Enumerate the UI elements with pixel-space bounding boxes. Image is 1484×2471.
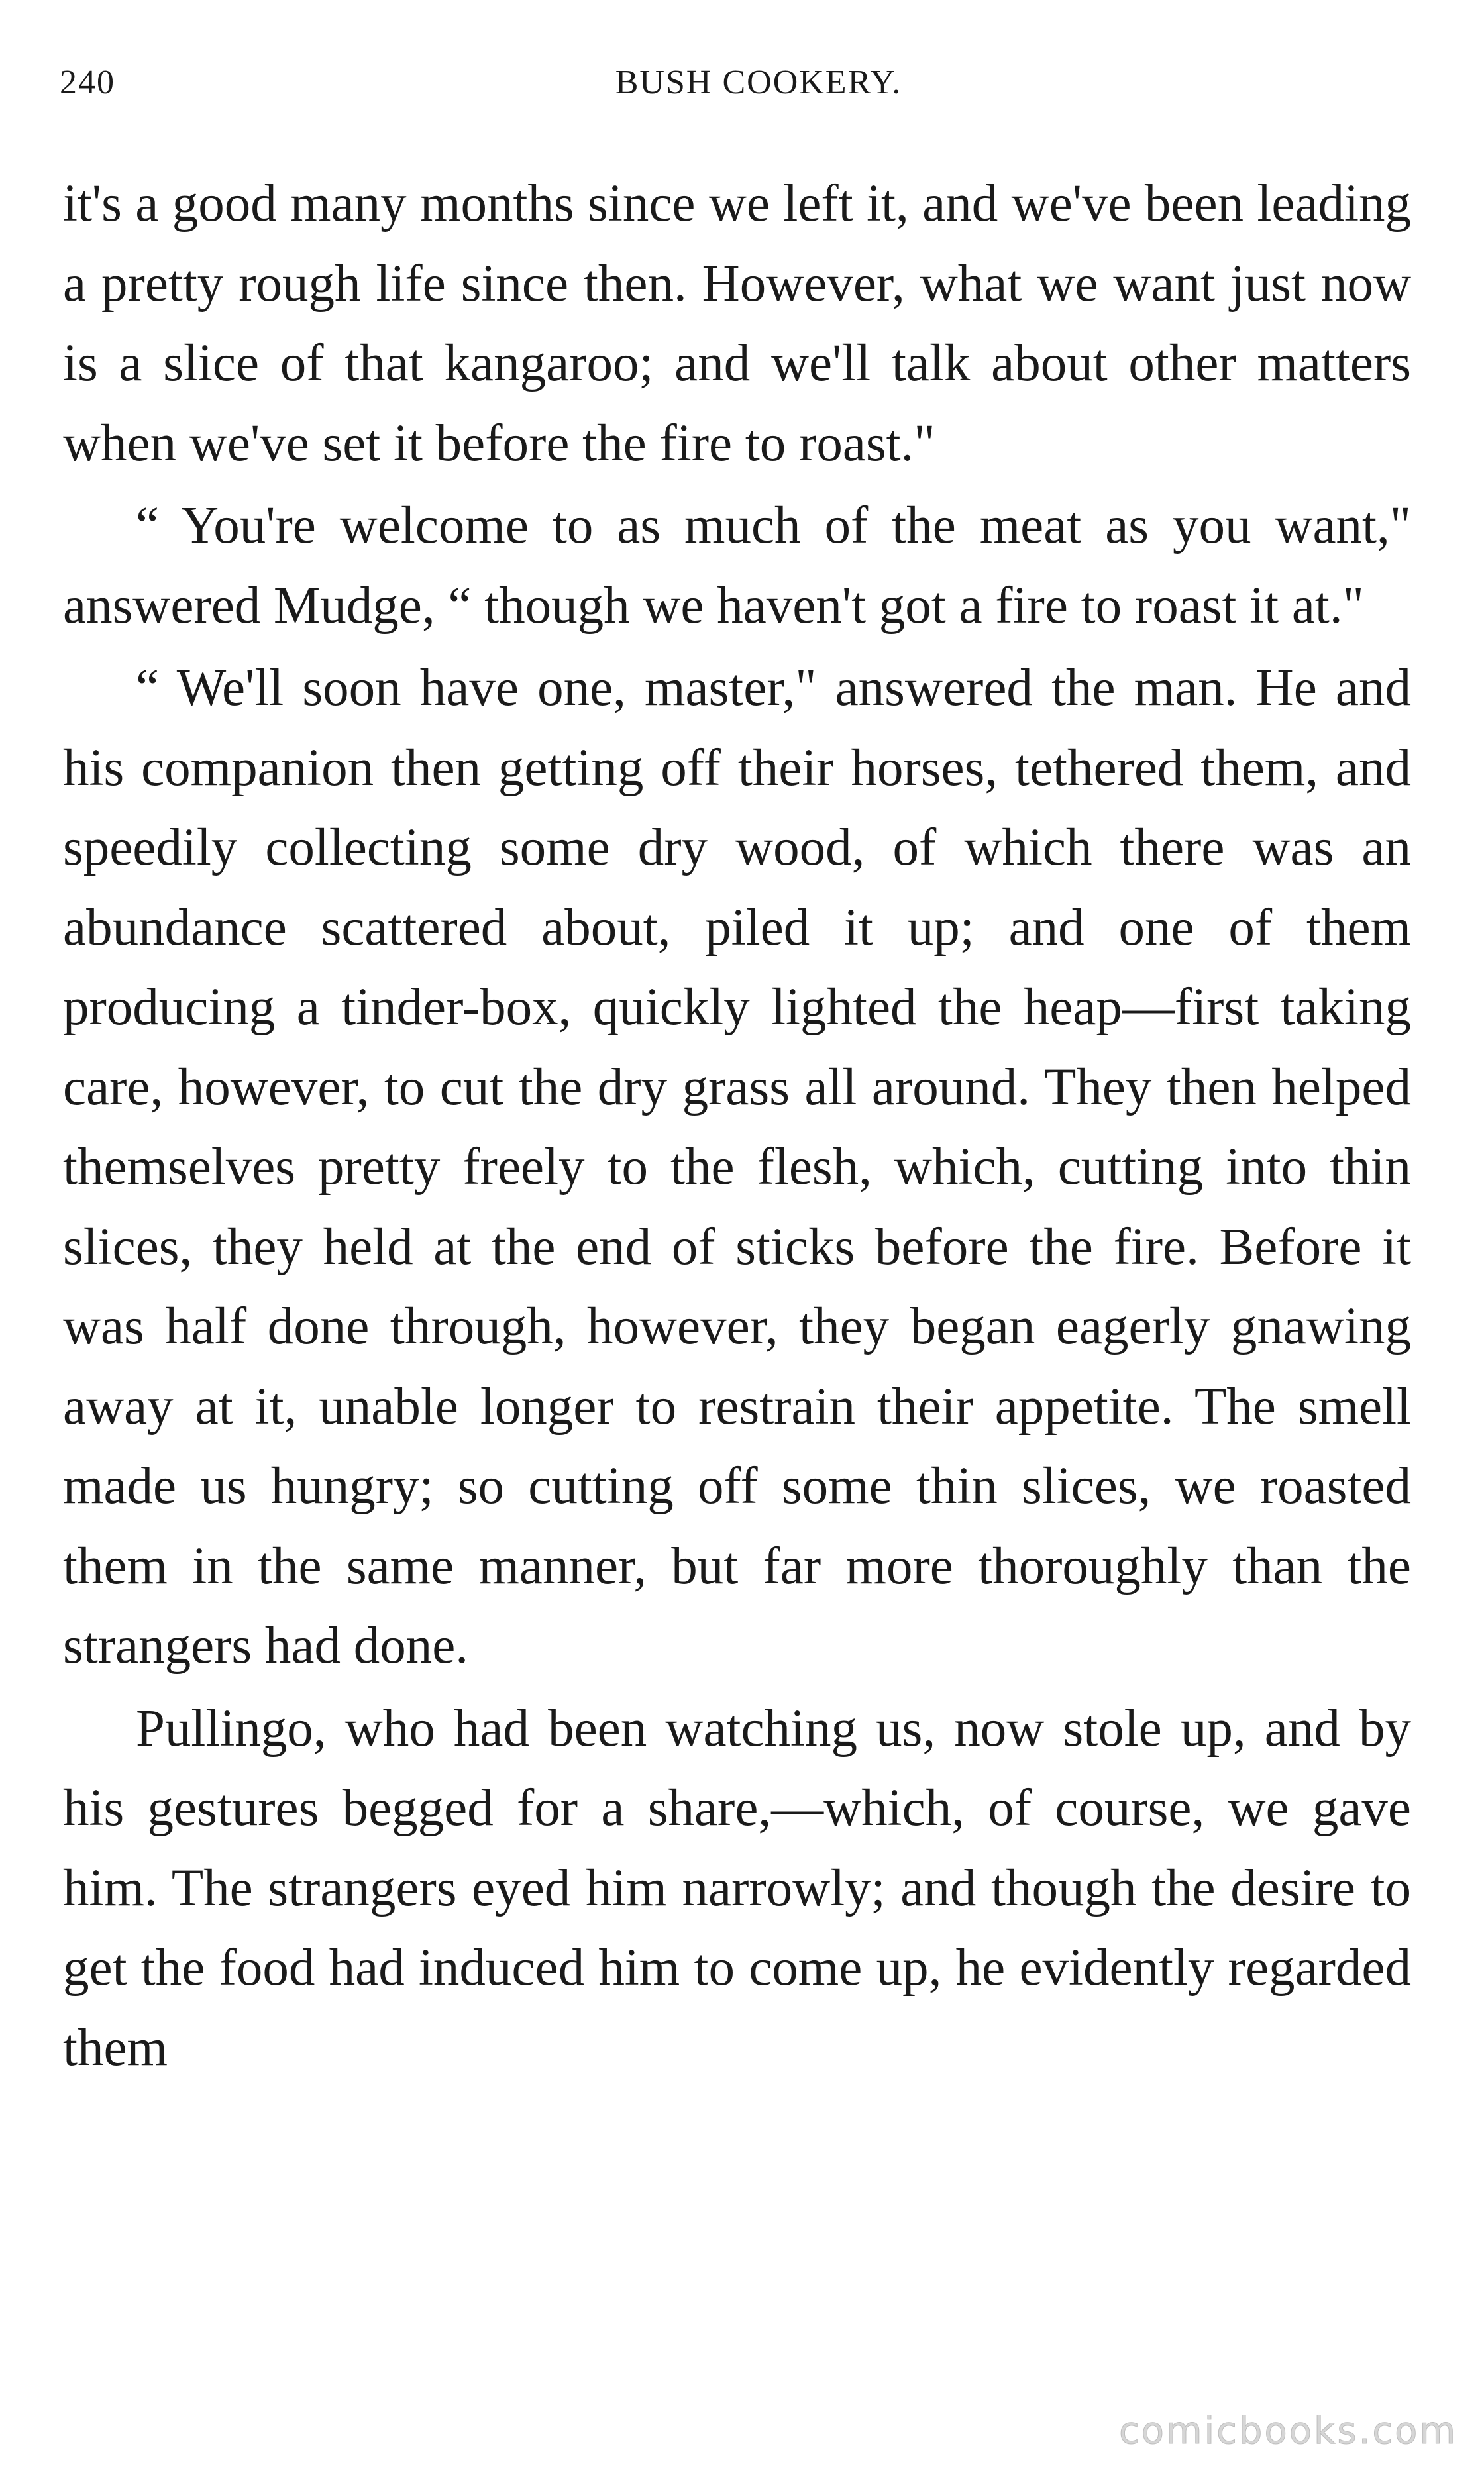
paragraph: Pullingo, who had been watching us, now stole up, and by his gestures begged for a share,—which, of course, we gave him. The strangers eyed him narrowly; and though the desire to get the food had induced him to come up, he evidently regarded them — [63, 1699, 1411, 2077]
paragraph-continuation: it's a good many months since we left it, and we've been leading a pretty rough life since then. However, what we want just now is a slice of that kangaroo; and we'll talk about other matters when we've set it before the fire to roast." — [63, 175, 1411, 472]
page-number: 240 — [60, 64, 115, 101]
body-text — [63, 164, 1411, 2088]
paragraph: “ You're welcome to as much of the meat as you want," answered Mudge, “ though we haven't got a fire to roast it at." — [63, 497, 1411, 635]
watermark: comicbooks.com — [1118, 2409, 1458, 2452]
running-head — [60, 63, 1418, 116]
running-title: BUSH COOKERY. — [615, 64, 902, 101]
paragraph: “ We'll soon have one, master," answered the man. He and his companion then getting off their horses, tethered them, and speedily collecting some dry wood, of which there was an abundance scattered about, piled it up; and one of them producing a tinder-box, quickly lighted the heap—first taking care, however, to cut the dry grass all around. They then helped themselves pretty freely to the flesh, which, cutting into thin slices, they held at the end of sticks before the fire. Before it was half done through, however, they began eagerly gnawing away at it, unable longer to restrain their appetite. The smell made us hungry; so cutting off some thin slices, we roasted them in the same manner, but far more thoroughly than the strangers had done. — [63, 659, 1411, 1675]
